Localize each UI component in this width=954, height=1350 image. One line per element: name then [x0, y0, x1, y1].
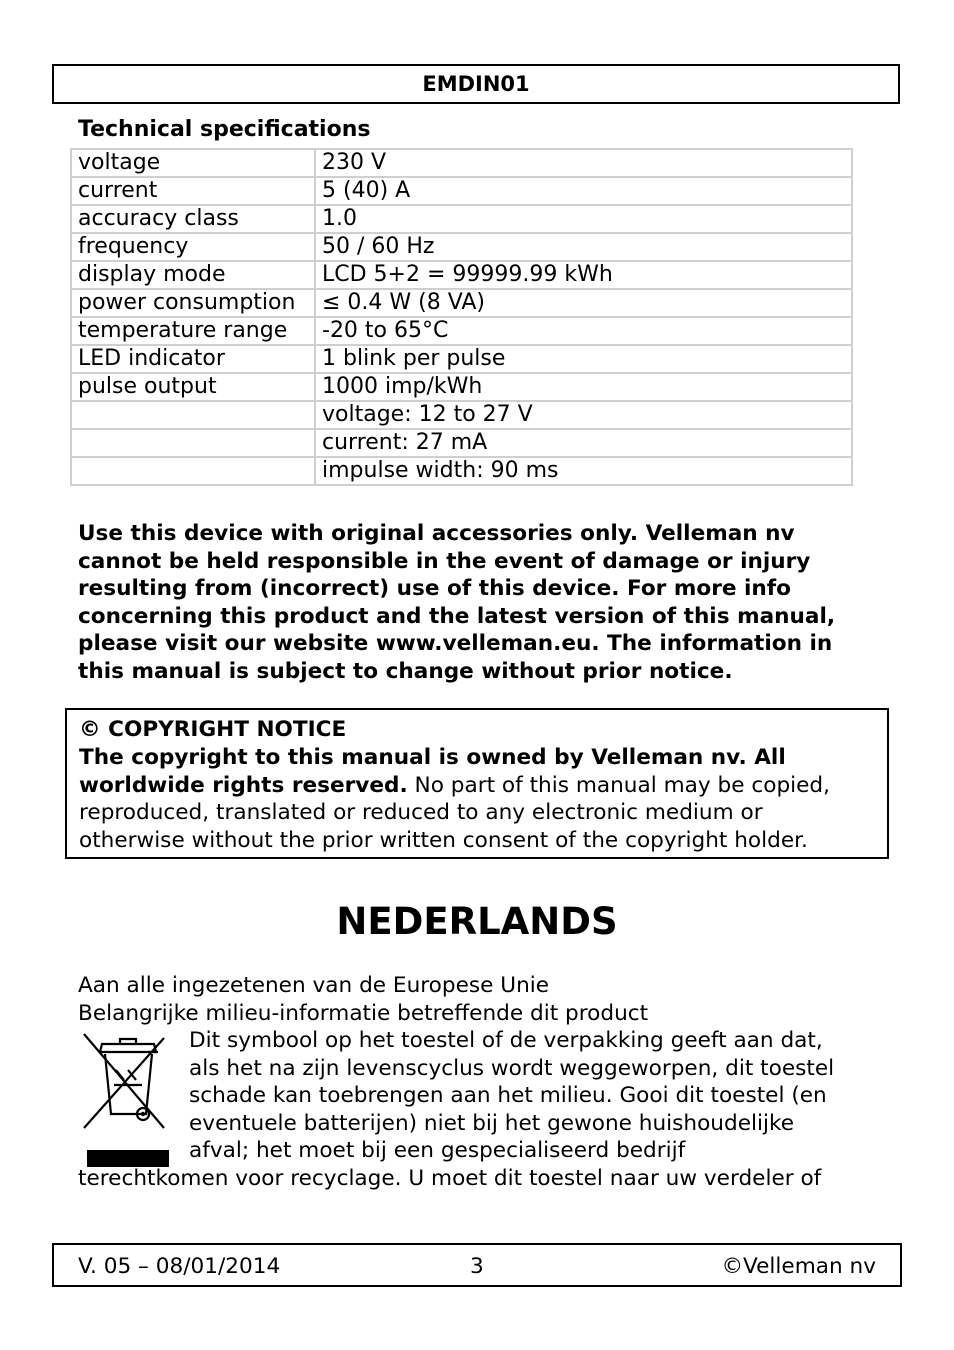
copyright-bold-text: worldwide rights reserved.	[79, 772, 408, 798]
page-footer	[52, 1243, 902, 1287]
intro-line: Belangrijke milieu-informatie betreffende dit product	[78, 1001, 649, 1026]
spec-label: accuracy class	[71, 205, 315, 233]
weee-text	[189, 1027, 889, 1165]
usage-notice	[78, 520, 888, 685]
weee-line: afval; het moet bij een gespecialiseerd bedrijf	[189, 1138, 686, 1164]
spec-value: current: 27 mA	[315, 429, 852, 457]
table-row	[71, 401, 852, 429]
weee-line: schade kan toebrengen aan het milieu. Gooi dit toestel (en	[189, 1083, 827, 1109]
crossed-out-wheelie-bin-icon	[80, 1030, 170, 1170]
specs-title: Technical specifications	[78, 117, 371, 142]
table-row	[71, 345, 852, 373]
notice-line: Use this device with original accessories only. Velleman nv	[78, 521, 795, 546]
notice-line: resulting from (incorrect) use of this device. For more info	[78, 576, 792, 601]
spec-label: frequency	[71, 233, 315, 261]
table-row	[71, 149, 852, 177]
spec-value: 1000 imp/kWh	[315, 373, 852, 401]
weee-line: eventuele batterijen) niet bij het gewone huishoudelijke	[189, 1110, 795, 1136]
notice-line: please visit our website www.velleman.eu. The information in	[78, 631, 833, 656]
intro-line: Aan alle ingezetenen van de Europese Unie	[78, 973, 550, 998]
language-heading: NEDERLANDS	[336, 900, 618, 943]
table-row	[71, 429, 852, 457]
table-row	[71, 177, 852, 205]
spec-value: 1 blink per pulse	[315, 345, 852, 373]
spec-label: LED indicator	[71, 345, 315, 373]
table-row	[71, 373, 852, 401]
spec-value: -20 to 65°C	[315, 317, 852, 345]
notice-line: this manual is subject to change without prior notice.	[78, 658, 733, 684]
model-number: EMDIN01	[422, 72, 530, 96]
spec-label	[71, 457, 315, 485]
copyright-title: © COPYRIGHT NOTICE	[79, 717, 347, 742]
copyright-line	[79, 772, 887, 800]
table-row	[71, 289, 852, 317]
page-number: 3	[470, 1254, 484, 1279]
copyright-line: otherwise without the prior written consent of the copyright holder.	[79, 828, 808, 854]
weee-line: Dit symbool op het toestel of de verpakking geeft aan dat,	[189, 1028, 823, 1053]
spec-label: power consumption	[71, 289, 315, 317]
spec-value: ≤ 0.4 W (8 VA)	[315, 289, 852, 317]
weee-continued: terechtkomen voor recyclage. U moet dit toestel naar uw verdeler of	[78, 1166, 822, 1191]
notice-line: cannot be held responsible in the event of damage or injury	[78, 548, 811, 574]
copyright-line: reproduced, translated or reduced to any electronic medium or	[79, 800, 763, 826]
spec-label: pulse output	[71, 373, 315, 401]
spec-value: 1.0	[315, 205, 852, 233]
table-row	[71, 233, 852, 261]
page-header	[52, 64, 900, 104]
table-row	[71, 205, 852, 233]
spec-label: temperature range	[71, 317, 315, 345]
spec-value: impulse width: 90 ms	[315, 457, 852, 485]
copyright-text: No part of this manual may be copied,	[407, 772, 831, 798]
spec-label	[71, 401, 315, 429]
footer-version: V. 05 – 08/01/2014	[78, 1254, 281, 1279]
table-row	[71, 457, 852, 485]
spec-label: voltage	[71, 149, 315, 177]
spec-value: 50 / 60 Hz	[315, 233, 852, 261]
spec-label: current	[71, 177, 315, 205]
table-row	[71, 261, 852, 289]
copyright-notice	[65, 708, 889, 859]
table-row	[71, 317, 852, 345]
spec-label	[71, 429, 315, 457]
spec-value: voltage: 12 to 27 V	[315, 401, 852, 429]
spec-value: LCD 5+2 = 99999.99 kWh	[315, 261, 852, 289]
notice-line: concerning this product and the latest version of this manual,	[78, 603, 836, 629]
copyright-line: The copyright to this manual is owned by Velleman nv. All	[79, 744, 786, 770]
footer-copyright: ©Velleman nv	[721, 1254, 876, 1279]
spec-value: 230 V	[315, 149, 852, 177]
spec-label: display mode	[71, 261, 315, 289]
specs-table	[70, 148, 853, 486]
weee-line: als het na zijn levenscyclus wordt weggeworpen, dit toestel	[189, 1055, 835, 1081]
spec-value: 5 (40) A	[315, 177, 852, 205]
